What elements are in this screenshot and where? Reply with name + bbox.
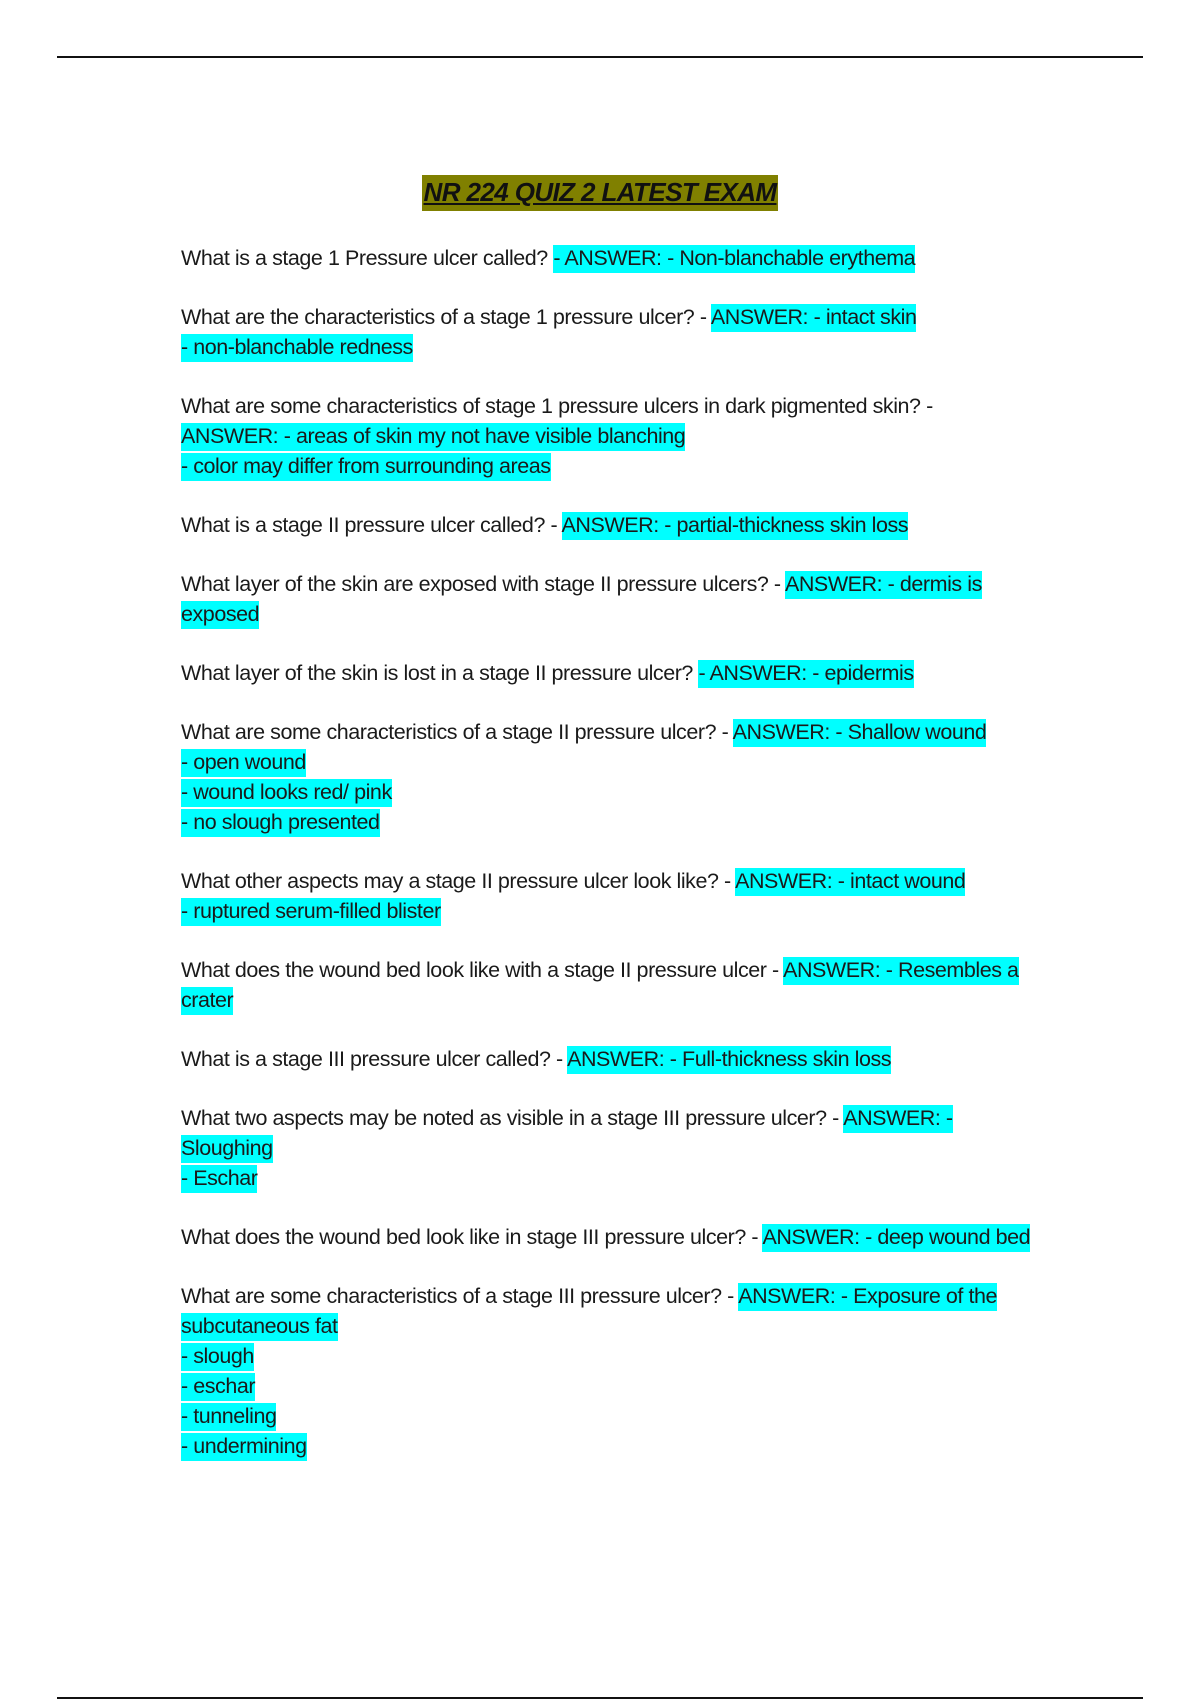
page-title-wrapper bbox=[0, 175, 1200, 211]
answer-highlight: - slough bbox=[181, 1343, 254, 1371]
question-text: What does the wound bed look like in stage III pressure ulcer? - bbox=[181, 1225, 759, 1249]
qa-item bbox=[181, 658, 1031, 688]
answer-highlight: - Eschar bbox=[181, 1165, 257, 1193]
qa-item bbox=[181, 302, 1031, 362]
question-text: What are some characteristics of a stage III pressure ulcer? - bbox=[181, 1284, 734, 1308]
question-text: What is a stage II pressure ulcer called? - bbox=[181, 513, 558, 537]
question-text: What two aspects may be noted as visible in a stage III pressure ulcer? - bbox=[181, 1106, 839, 1130]
qa-item bbox=[181, 866, 1031, 926]
answer-highlight: - ANSWER: - epidermis bbox=[698, 660, 913, 688]
answer-highlight: ANSWER: - Exposure of the subcutaneous fat bbox=[181, 1283, 997, 1341]
answer-highlight: ANSWER: - deep wound bed bbox=[762, 1224, 1030, 1252]
qa-item bbox=[181, 955, 1031, 1015]
answer-highlight: - open wound bbox=[181, 749, 306, 777]
qa-item bbox=[181, 243, 1031, 273]
qa-item bbox=[181, 391, 1031, 481]
question-answer-separator bbox=[557, 513, 561, 537]
question-text: What other aspects may a stage II pressure ulcer look like? - bbox=[181, 869, 731, 893]
qa-item bbox=[181, 717, 1031, 837]
qa-list bbox=[181, 243, 1031, 1490]
answer-highlight: ANSWER: - intact skin bbox=[711, 304, 917, 332]
answer-highlight: - non-blanchable redness bbox=[181, 334, 413, 362]
question-text: What are the characteristics of a stage 1 pressure ulcer? - bbox=[181, 305, 707, 329]
question-text: What are some characteristics of stage 1 pressure ulcers in dark pigmented skin? - bbox=[181, 394, 933, 418]
answer-highlight: ANSWER: - areas of skin my not have visible blanching bbox=[181, 423, 685, 451]
question-text: What layer of the skin is lost in a stage II pressure ulcer? bbox=[181, 661, 693, 685]
question-text: What is a stage 1 Pressure ulcer called? bbox=[181, 246, 548, 270]
question-text: What are some characteristics of a stage II pressure ulcer? - bbox=[181, 720, 729, 744]
answer-highlight: ANSWER: - partial-thickness skin loss bbox=[562, 512, 909, 540]
page-top-rule bbox=[57, 56, 1143, 58]
answer-highlight: - ruptured serum-filled blister bbox=[181, 898, 441, 926]
question-text: What is a stage III pressure ulcer called? - bbox=[181, 1047, 563, 1071]
page-title: NR 224 QUIZ 2 LATEST EXAM bbox=[422, 175, 779, 211]
answer-highlight: - color may differ from surrounding areas bbox=[181, 453, 551, 481]
answer-highlight: ANSWER: - dermis is exposed bbox=[181, 571, 982, 629]
answer-highlight: - eschar bbox=[181, 1373, 255, 1401]
qa-item bbox=[181, 510, 1031, 540]
qa-item bbox=[181, 1103, 1031, 1193]
answer-highlight: - ANSWER: - Non-blanchable erythema bbox=[553, 245, 915, 273]
qa-item bbox=[181, 1222, 1031, 1252]
answer-highlight: - wound looks red/ pink bbox=[181, 779, 392, 807]
answer-highlight: ANSWER: - Sloughing bbox=[181, 1105, 953, 1163]
answer-highlight: ANSWER: - intact wound bbox=[735, 868, 965, 896]
qa-item bbox=[181, 1044, 1031, 1074]
page-bottom-rule bbox=[57, 1697, 1143, 1699]
answer-highlight: - tunneling bbox=[181, 1403, 276, 1431]
answer-highlight: ANSWER: - Resembles a crater bbox=[181, 957, 1019, 1015]
answer-highlight: - undermining bbox=[181, 1433, 307, 1461]
answer-highlight: - no slough presented bbox=[181, 809, 380, 837]
answer-highlight: ANSWER: - Full-thickness skin loss bbox=[567, 1046, 891, 1074]
qa-item bbox=[181, 569, 1031, 629]
question-text: What does the wound bed look like with a stage II pressure ulcer - bbox=[181, 958, 779, 982]
question-answer-separator bbox=[728, 720, 732, 744]
qa-item bbox=[181, 1281, 1031, 1461]
answer-highlight: ANSWER: - Shallow wound bbox=[733, 719, 987, 747]
question-text: What layer of the skin are exposed with stage II pressure ulcers? - bbox=[181, 572, 781, 596]
